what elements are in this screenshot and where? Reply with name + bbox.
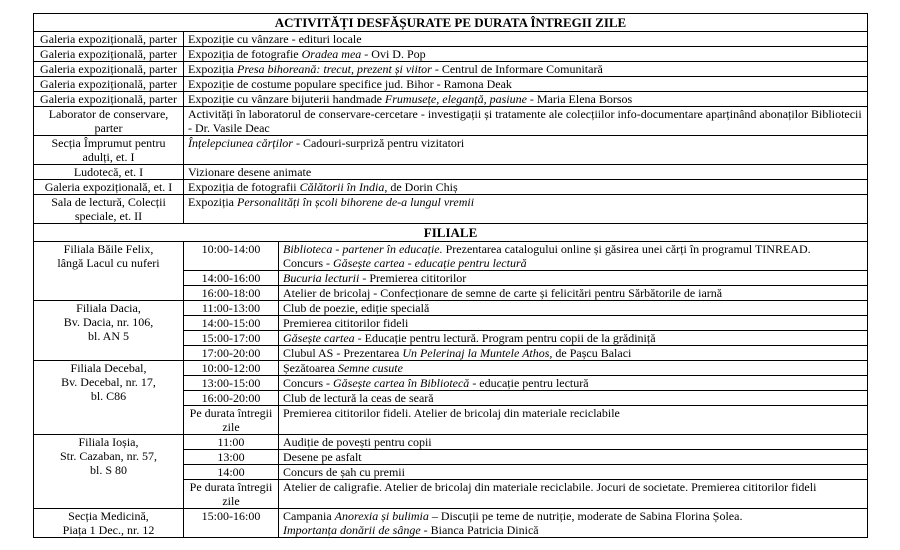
activity-text-segment: Bucuria lecturii	[283, 271, 360, 285]
branch-name-line: Bv. Decebal, nr. 17,	[61, 375, 156, 389]
event-activity-cell	[279, 361, 868, 376]
allday-row	[34, 195, 868, 224]
branch-name-cell	[34, 301, 184, 361]
branch-name-line: Filiala Băile Felix,	[63, 242, 154, 256]
branch-name-cell	[34, 435, 184, 509]
activity-text-segment: - Educație pentru lectură. Program pentru copii de la grădiniță	[354, 331, 656, 345]
activity-text-segment: Semne cusute	[337, 361, 403, 375]
event-time-cell: 15:00-16:00	[184, 509, 279, 538]
schedule-document	[33, 13, 867, 538]
activity-text-segment: Concurs -	[283, 256, 333, 270]
activity-text-segment: Biblioteca - partener în educație.	[283, 242, 443, 256]
event-activity-cell	[279, 301, 868, 316]
allday-row	[34, 92, 868, 107]
activity-cell	[184, 165, 868, 180]
activity-text-segment: Premierea cititorilor fideli	[283, 316, 409, 330]
allday-title: ACTIVITĂȚI DESFĂȘURATE PE DURATA ÎNTREGII ZILE	[34, 14, 868, 32]
allday-row	[34, 107, 868, 136]
activity-text-segment: Găsește cartea - educație pentru lectură	[333, 256, 527, 270]
event-activity-cell	[279, 435, 868, 450]
location-cell: Galeria expozițională, et. I	[34, 180, 184, 195]
event-time-cell: 14:00-15:00	[184, 316, 279, 331]
activity-text-segment: Importanța donării de sânge	[283, 523, 421, 537]
branch-name-line: lângă Lacul cu nuferi	[57, 256, 160, 270]
activity-text-segment: de Pașcu Balaci	[552, 346, 632, 360]
activity-text-segment: Vizionare desene animate	[188, 165, 312, 179]
activity-text-segment: Club de lectură la ceas de seară	[283, 391, 434, 405]
activity-cell	[184, 107, 868, 136]
activity-cell	[184, 180, 868, 195]
event-activity-cell	[279, 465, 868, 480]
branch-name-line: Bv. Dacia, nr. 106,	[63, 315, 154, 329]
activity-text-segment: Club de poezie, ediție specială	[283, 301, 430, 315]
branch-event-row	[34, 509, 868, 538]
branch-event-row	[34, 361, 868, 376]
branch-name-cell	[34, 361, 184, 435]
event-time-cell: 11:00-13:00	[184, 301, 279, 316]
event-activity-cell	[279, 509, 868, 538]
activity-text-segment: Concurs -	[283, 376, 333, 390]
activity-text-segment: Personalități în școli bihorene de-a lungul vremii	[236, 195, 475, 209]
activity-text-segment: - Premierea cititorilor	[359, 271, 467, 285]
activity-text-segment: Premierea cititorilor fideli. Atelier de bricolaj din materiale reciclabile	[283, 406, 620, 420]
event-activity-cell	[279, 376, 868, 391]
activity-text-segment: - Ovi D. Pop	[361, 47, 426, 61]
location-cell: Galeria expozițională, parter	[34, 47, 184, 62]
branch-name-line: Filiala Ioșia,	[78, 435, 139, 449]
allday-row	[34, 77, 868, 92]
activity-cell	[184, 32, 868, 47]
event-activity-cell	[279, 331, 868, 346]
event-time-cell: 10:00-12:00	[184, 361, 279, 376]
branches-title: FILIALE	[34, 224, 868, 242]
event-time-cell: 17:00-20:00	[184, 346, 279, 361]
activity-text-segment: Clubul AS - Prezentarea	[283, 346, 403, 360]
activity-cell	[184, 62, 868, 77]
branch-name-line: Str. Cazaban, nr. 57,	[60, 449, 157, 463]
branch-name-line: Filiala Dacia,	[76, 301, 141, 315]
activity-text-segment: Concurs de șah cu premii	[283, 465, 405, 479]
event-time-cell: 13:00	[184, 450, 279, 465]
activity-text-segment: - Bianca Patricia Dinică	[420, 523, 539, 537]
branch-name-line: Piața 1 Dec., nr. 12	[62, 523, 155, 537]
event-time-cell: 16:00-20:00	[184, 391, 279, 406]
event-activity-cell	[279, 242, 868, 271]
branch-name-line: bl. C86	[90, 389, 127, 403]
activity-text-segment: - educație pentru lectură	[469, 376, 589, 390]
event-time-cell: 16:00-18:00	[184, 286, 279, 301]
allday-row	[34, 165, 868, 180]
branch-event-row	[34, 435, 868, 450]
activity-text-segment: Presa bihoreană: trecut, prezent și viitor	[236, 62, 432, 76]
branch-event-row	[34, 242, 868, 271]
location-cell: Galeria expozițională, parter	[34, 32, 184, 47]
activity-text-segment: Frumusețe, eleganță, pasiune	[384, 92, 527, 106]
activity-text-segment: Găsește cartea în Bibliotecă	[333, 376, 470, 390]
activity-cell	[184, 92, 868, 107]
branch-name-line: Secția Medicină,	[68, 509, 149, 523]
activity-text-segment: Expoziție cu vânzare - edituri locale	[188, 32, 362, 46]
event-time-cell: 15:00-17:00	[184, 331, 279, 346]
event-time-cell: 13:00-15:00	[184, 376, 279, 391]
activity-text-segment: Atelier de bricolaj - Confecționare de semne de carte și felicitări pentru Sărbătorile de iarnă	[283, 286, 723, 300]
event-time-cell: 14:00-16:00	[184, 271, 279, 286]
title-row	[34, 14, 868, 32]
activity-text-segment: Anorexia și bulimia	[334, 509, 429, 523]
event-activity-cell	[279, 316, 868, 331]
branch-name-line: Filiala Decebal,	[70, 361, 147, 375]
location-cell: Galeria expozițională, parter	[34, 62, 184, 77]
activity-text-segment: Expoziția	[188, 62, 237, 76]
activity-cell	[184, 47, 868, 62]
location-cell: Sala de lectură, Colecții speciale, et. II	[34, 195, 184, 224]
event-time-cell: Pe durata întregii zile	[184, 480, 279, 509]
activity-text-segment: Expoziția de fotografii	[188, 180, 300, 194]
activity-text-segment: Expoziția	[188, 195, 237, 209]
activity-text-segment: – Discuții pe teme de nutriție, moderate de Sabina Florina Șolea.	[428, 509, 743, 523]
branches-title-row	[34, 224, 868, 242]
event-time-cell: 11:00	[184, 435, 279, 450]
branch-name-line: bl. S 80	[89, 463, 127, 477]
activity-cell	[184, 195, 868, 224]
event-activity-cell	[279, 480, 868, 509]
activity-text-segment: Atelier de caligrafie. Atelier de bricolaj din materiale reciclabile. Jocuri de societate. Premierea cititorilor fideli	[283, 480, 817, 494]
activity-text-segment: Găsește cartea	[283, 331, 355, 345]
activity-text-segment: Înțelepciunea cărților	[188, 136, 293, 150]
allday-row	[34, 180, 868, 195]
activity-text-segment: - Maria Elena Borsos	[526, 92, 633, 106]
branch-name-line: bl. AN 5	[87, 329, 129, 343]
activity-text-segment: Audiție de povești pentru copii	[283, 435, 432, 449]
location-cell: Laborator de conservare, parter	[34, 107, 184, 136]
location-cell: Secția Împrumut pentru adulți, et. I	[34, 136, 184, 165]
activity-text-segment: - Cadouri-surpriză pentru vizitatori	[292, 136, 465, 150]
activity-text-segment: Oradea mea	[301, 47, 362, 61]
branch-name-cell	[34, 509, 184, 538]
branch-event-row	[34, 301, 868, 316]
allday-row	[34, 47, 868, 62]
activity-text-segment: - Centrul de Informare Comunitară	[431, 62, 603, 76]
event-activity-cell	[279, 391, 868, 406]
event-activity-cell	[279, 406, 868, 435]
activity-text-segment: Prezentarea catalogului online și găsirea unei cărți în programul TINREAD.	[442, 242, 811, 256]
activity-text-segment: Șezătoarea	[283, 361, 338, 375]
allday-row	[34, 32, 868, 47]
activity-text-segment: Un Pelerinaj la Muntele Athos,	[402, 346, 553, 360]
event-activity-cell	[279, 271, 868, 286]
allday-row	[34, 136, 868, 165]
allday-row	[34, 62, 868, 77]
activity-text-segment: Expoziția de fotografie	[188, 47, 302, 61]
event-activity-cell	[279, 450, 868, 465]
event-activity-cell	[279, 286, 868, 301]
branch-name-cell	[34, 242, 184, 301]
activity-text-segment: Expoziție de costume populare specifice jud. Bihor - Ramona Deak	[188, 77, 512, 91]
event-time-cell: Pe durata întregii zile	[184, 406, 279, 435]
event-activity-cell	[279, 346, 868, 361]
activity-text-segment: Activități în laboratorul de conservare-cercetare - investigații și tratamente ale colecțiilor info-documentare aparținând abonaților Bibliotecii - Dr. Vasile Deac	[188, 107, 862, 135]
event-time-cell: 10:00-14:00	[184, 242, 279, 271]
activity-cell	[184, 136, 868, 165]
activity-text-segment: Expoziție cu vânzare bijuterii handmade	[188, 92, 385, 106]
activity-text-segment: de Dorin Chiș	[387, 180, 458, 194]
event-time-cell: 14:00	[184, 465, 279, 480]
activity-cell	[184, 77, 868, 92]
activity-text-segment: Desene pe asfalt	[283, 450, 362, 464]
activity-text-segment: Călătorii în India,	[299, 180, 388, 194]
location-cell: Galeria expozițională, parter	[34, 92, 184, 107]
location-cell: Galeria expozițională, parter	[34, 77, 184, 92]
activity-text-segment: Campania	[283, 509, 335, 523]
schedule-table	[33, 13, 868, 538]
location-cell: Ludotecă, et. I	[34, 165, 184, 180]
